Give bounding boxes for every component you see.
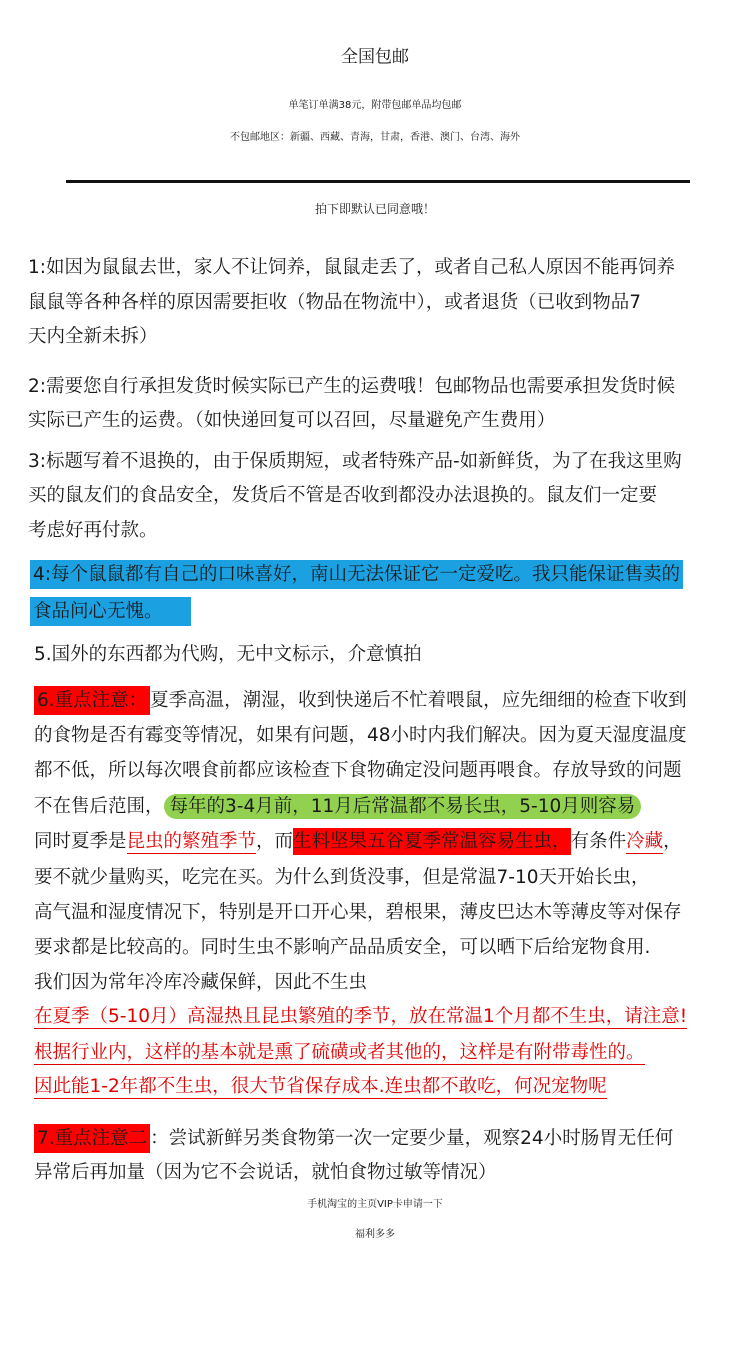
warning-3-text: 因此能1-2年都不生虫，很大节省保存成本.连虫都不敢吃，何况宠物呢 (34, 1076, 607, 1097)
rule-7-line-2: 异常后再加量（因为它不会说话，就怕食物过敏等情况） (34, 1162, 497, 1183)
rule-5: 5.国外的东西都为代购，无中文标示，介意慎拍 (34, 644, 422, 665)
rule-6-line-5-b: ，而 (256, 831, 294, 852)
warning-2-text: 根据行业内，这样的基本就是熏了硫磺或者其他的，这样是有附带毒性的。 (34, 1042, 645, 1063)
rule-6-warning-1 (34, 1002, 687, 1028)
rule-6-line-5-a: 同时夏季是 (34, 831, 127, 852)
divider (66, 180, 690, 183)
rule-6-label: 6.重点注意： (34, 686, 150, 715)
rule-6-line-5-d: ， (663, 831, 682, 852)
rule-6-line-6: 要不就少量购买，吃完在买。为什么到货没事，但是常温7-10天开始长虫， (34, 867, 650, 888)
refrigerate-text: 冷藏 (626, 831, 664, 852)
rule-6-line-7: 高气温和湿度情况下，特别是开口开心果，碧根果，薄皮巴达木等薄皮等对保存 (34, 902, 682, 923)
rule-4-line-2 (30, 597, 191, 623)
rule-4-highlight-2: 食品问心无愧。 (30, 597, 191, 626)
rule-6-warning-2 (34, 1038, 645, 1064)
rule-4-highlight-1: 4:每个鼠鼠都有自己的口味喜好，南山无法保证它一定爱吃。我只能保证售卖的 (30, 560, 683, 589)
benefits-note: 福利多多 (355, 1229, 395, 1240)
warning-1-text: 在夏季（5-10月）高湿热且昆虫繁殖的季节，放在常温1个月都不生虫，请注意! (34, 1006, 688, 1027)
rule-6-line-4-text: 不在售后范围， (34, 796, 164, 817)
rule-3-line-3: 考虑好再付款。 (28, 520, 158, 541)
rule-1-line-1: 1:如因为鼠鼠去世，家人不让饲养，鼠鼠走丢了，或者自己私人原因不能再饲养 (28, 257, 676, 278)
rule-6-line-5-c: 有条件 (570, 831, 627, 852)
rule-3-line-2: 买的鼠友们的食品安全，发货后不管是否收到都没办法退换的。鼠友们一定要 (28, 485, 658, 506)
rule-6-line-2: 的食物是否有霉变等情况，如果有问题，48小时内我们解决。因为夏天湿度温度 (34, 725, 687, 746)
rule-6-line-4 (34, 792, 641, 818)
rule-6-line-1 (34, 686, 687, 712)
page-title: 全国包邮 (341, 47, 409, 67)
rule-7-line-1 (34, 1124, 673, 1150)
shipping-threshold: 单笔订单满38元，附带包邮单品均包邮 (288, 100, 462, 111)
agree-heading: 拍下即默认已同意哦！ (314, 202, 435, 216)
rule-2-line-2: 实际已产生的运费。（如快递回复可以召回，尽量避免产生费用） (28, 410, 556, 431)
rule-3-line-1: 3:标题写着不退换的，由于保质期短，或者特殊产品-如新鲜货，为了在我这里购 (28, 451, 682, 472)
rule-7-label: 7.重点注意二 (34, 1124, 150, 1153)
rule-6-line-5 (34, 827, 682, 853)
rule-7-line-1-text: ：尝试新鲜另类食物第一次一定要少量，观察24小时肠胃无任何 (150, 1128, 674, 1149)
rule-6-warning-3 (34, 1072, 607, 1098)
rule-4-line-1 (30, 560, 683, 586)
vip-card-note: 手机淘宝的主页VIP卡申请一下 (307, 1199, 443, 1210)
rule-1-line-2: 鼠鼠等各种各样的原因需要拒收（物品在物流中），或者退货（已收到物品7 (28, 292, 642, 313)
excluded-regions: 不包邮地区：新疆、西藏、青海，甘肃，香港、澳门、台湾、海外 (230, 132, 520, 143)
rule-6-line-3: 都不低，所以每次喂食前都应该检查下食物确定没问题再喂食。存放导致的问题 (34, 760, 682, 781)
insect-season-text: 昆虫的繁殖季节 (126, 831, 257, 852)
rule-6-line-1-text: 夏季高温，潮湿，收到快递后不忙着喂鼠，应先细细的检查下收到 (150, 690, 687, 711)
rule-1-line-3: 天内全新未拆） (28, 326, 158, 347)
raw-nuts-highlight: 生料坚果五谷夏季常温容易生虫， (293, 828, 571, 855)
rule-2-line-1: 2:需要您自行承担发货时候实际已产生的运费哦！包邮物品也需要承担发货时候 (28, 376, 676, 397)
rule-6-line-9: 我们因为常年冷库冷藏保鲜，因此不生虫 (34, 972, 368, 993)
rule-6-line-8: 要求都是比较高的。同时生虫不影响产品品质安全，可以晒下后给宠物食用. (34, 937, 651, 958)
season-highlight: 每年的3-4月前，11月后常温都不易长虫，5-10月则容易 (164, 794, 642, 819)
